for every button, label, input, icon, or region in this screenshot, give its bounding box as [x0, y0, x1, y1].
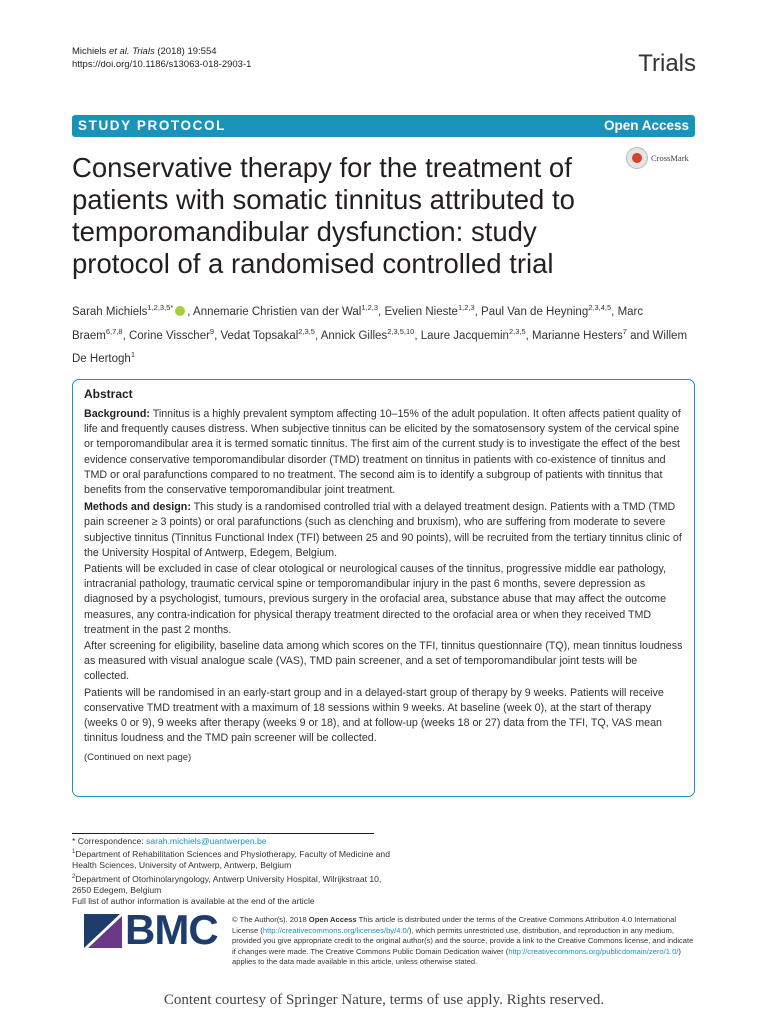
bmc-logo	[84, 906, 219, 953]
correspondence-email-link[interactable]: sarah.michiels@uantwerpen.be	[146, 836, 267, 846]
author	[193, 303, 379, 318]
affiliation-number: 1	[72, 849, 76, 856]
public-domain-link[interactable]: http://creativecommons.org/publicdomain/zero/1.0/	[508, 946, 679, 956]
license-text-part: ), which permits unrestricted use, distribution, and reproduction in any medium, provided you give appropriate credit to the original author(s) and the source, provide a link to the Creative Commons license, and indicate if changes were made. The Creative Commons Public Domain Dedication waiver (	[232, 925, 694, 956]
author	[128, 326, 215, 342]
affiliation-number: 2	[72, 873, 76, 880]
bmc-logo-icon	[84, 912, 122, 950]
methods-label: Methods and design:	[84, 501, 191, 514]
citation-header	[72, 45, 251, 71]
affiliation-1	[72, 847, 402, 871]
abstract-paragraph: After screening for eligibility, baseline data among which scores on the TFI, tinnitus questionnaire (TQ), mean tinnitus loudness as measured with visual analogue scale (VAS), TMD pain screener, and a set of temporomandibular joint tests will be collected.	[84, 640, 683, 683]
abstract-paragraph: Patients will be randomised in an early-start group and in a delayed-start group of therapy by 9 weeks. Patients will receive conservative TMD treatment with a maximum of 18 sessions within 9 weeks. At baseline (week 0), at the start of therapy (weeks 0 or 9), 9 weeks after therapy (weeks 9 or 18), and at follow-up (weeks 18 or 27) data from the TFI, TQ, VAS mean tinnitus loudness and the TMD pain screener will be collected.	[84, 686, 664, 745]
author-name: Annemarie Christien van der Wal	[193, 305, 362, 318]
abstract-heading: Abstract	[84, 387, 133, 401]
author-name: Willem De Hertogh	[72, 329, 688, 366]
affiliation-text: Department of Otorhinolaryngology, Antwerp University Hospital, Wilrijkstraat 10, 2650 Edegem, Belgium	[72, 873, 382, 895]
abstract-paragraph: Patients will be excluded in case of clear otological or neurological causes of the tinnitus, progressive middle ear pathology, intracranial pathology, traumatic cervical spine or temporomandibular injury in the past 6 months, severe depression as diagnosed by a psychologist, tumours, previous surgery in the orofacial area, substance abuse that may affect the outcome measures, any contra-indication for physical therapy treatment directed to the orofacial area or when they received TMD treatment in the past 2 months.	[84, 563, 667, 636]
author-affiliation: 2,3,4,5	[588, 303, 612, 312]
author	[420, 326, 526, 342]
author	[72, 303, 187, 318]
author-affiliation: 7	[622, 326, 627, 336]
author-affiliation: 1	[130, 350, 135, 360]
license-text-part: This article is distributed under the terms of the Creative Commons Attribution 4.0 International License (	[232, 915, 677, 935]
license-text	[232, 915, 697, 968]
author-affiliation: 2,3,5	[508, 326, 526, 336]
author	[384, 303, 475, 318]
background-text: Tinnitus is a highly prevalent symptom affecting 10–15% of the adult population. It often affects patient quality of life and frequently causes distress. When subjective tinnitus can be elicited by the somatosensory system of the cervical spine or temporomandibular area it is termed somatic tinnitus. The first aim of the current study is to investigate the effect of the best evidence conservative temporomandibular disorder (TMD) treatment on tinnitus in patients with co-existence of tinnitus and TMD or oral parafunctions compared to no treatment. The second aim is to identify a subgroup of patients with tinnitus that benefits from the conservative temporomandibular joint treatment.	[84, 408, 681, 497]
abstract-body	[84, 407, 684, 767]
abstract-box	[72, 379, 695, 797]
author-name: Marc Braem	[72, 305, 644, 342]
author	[481, 303, 612, 318]
author-affiliation: 9	[209, 326, 215, 336]
crossmark-label: CrossMark	[651, 153, 689, 163]
crossmark-icon	[626, 147, 648, 169]
author-name: Evelien Nieste	[384, 305, 458, 318]
author-name: Corine Visscher	[128, 329, 210, 342]
license-link[interactable]: http://creativecommons.org/licenses/by/4.0/	[262, 925, 409, 935]
author	[532, 326, 627, 342]
abstract-background	[84, 407, 684, 498]
author-name: Marianne Hesters	[532, 329, 623, 342]
footnotes	[72, 836, 402, 908]
author-affiliation: 1,2,3	[361, 303, 379, 312]
abstract-methods	[84, 500, 684, 561]
author-name: Annick Gilles	[320, 329, 388, 342]
methods-text: This study is a randomised controlled trial with a delayed treatment design. Patients with a TMD (TMD pain screener ≥ 3 points) or oral parafunctions (such as clenching and bruxism), who are suffering from moderate to severe subjective tinnitus (Tinnitus Functional Index (TFI) between 25 and 90 points), will be recruited from the tertiary tinnitus clinic of the University Hospital of Antwerp, Edegem, Belgium.	[84, 501, 682, 559]
citation-authors: Michiels	[72, 46, 109, 57]
author-affiliation: 1,2,3,5*	[147, 303, 174, 312]
correspondence-label: * Correspondence:	[72, 836, 147, 846]
license-text-part: ) applies to the data made available in this article, unless otherwise stated.	[232, 946, 681, 967]
orcid-icon[interactable]	[175, 306, 185, 316]
author-affiliation: 2,3,5	[298, 326, 315, 336]
license-copyright: © The Author(s). 2018	[232, 915, 309, 924]
license-open-access: Open Access	[308, 915, 357, 924]
author-name: Paul Van de Heyning	[481, 305, 589, 318]
author-affiliation: 1,2,3	[457, 303, 475, 312]
citation-year-volume: (2018) 19:554	[154, 46, 217, 57]
author-name: Sarah Michiels	[72, 305, 148, 318]
correspondence	[72, 836, 402, 847]
bmc-logo-text: BMC	[125, 906, 218, 953]
footnote-divider	[72, 833, 374, 834]
citation-line	[72, 45, 251, 58]
author-affiliation: 6,7,8	[105, 326, 123, 336]
author-name: Laure Jacquemin	[420, 329, 509, 342]
author-info-note: Full list of author information is available at the end of the article	[72, 896, 315, 907]
crossmark-badge[interactable]	[626, 147, 698, 171]
continued-note: (Continued on next page)	[84, 752, 192, 764]
article-type-banner	[72, 115, 695, 137]
author-name: Vedat Topsakal	[220, 329, 299, 342]
author	[320, 326, 415, 342]
open-access-label: Open Access	[603, 118, 689, 133]
affiliation-2	[72, 872, 402, 896]
author	[220, 326, 315, 342]
doi-link[interactable]: https://doi.org/10.1186/s13063-018-2903-1	[72, 59, 252, 70]
article-title: Conservative therapy for the treatment of patients with somatic tinnitus attributed to temporomandibular dysfunction: study protocol of a randomised controlled trial	[72, 152, 575, 279]
author-affiliation: 2,3,5,10	[387, 326, 415, 336]
citation-etal: et al. Trials	[108, 46, 155, 57]
affiliation-text: Department of Rehabilitation Sciences and Physiotherapy, Faculty of Medicine and Health Sciences, University of Antwerp, Antwerp, Belgium	[72, 849, 390, 871]
author-list: Sarah Michiels$^{1,2,3,5*}$ , Annemarie Christien van der Wal$^{1,2,3}$, Evelien Nieste$^{1,2,3}$, Paul Van de Heyning$^{2,3,4,5}$, Marc Braem$^{6,7,8}$, Corine Visscher$^9$, Vedat Topsakal$^{2,3,5}$, Annick Gilles$^{2,3,5,10}$, Laure Jacquemin$^{2,3,5}$, Marianne Hesters$^7$ and Willem De Hertogh$^1$	[72, 303, 688, 366]
background-label: Background:	[84, 408, 150, 420]
journal-name: Trials	[638, 50, 696, 77]
study-protocol-label: STUDY PROTOCOL	[78, 118, 226, 133]
courtesy-watermark: Content courtesy of Springer Nature, terms of use apply. Rights reserved.	[163, 992, 605, 1008]
